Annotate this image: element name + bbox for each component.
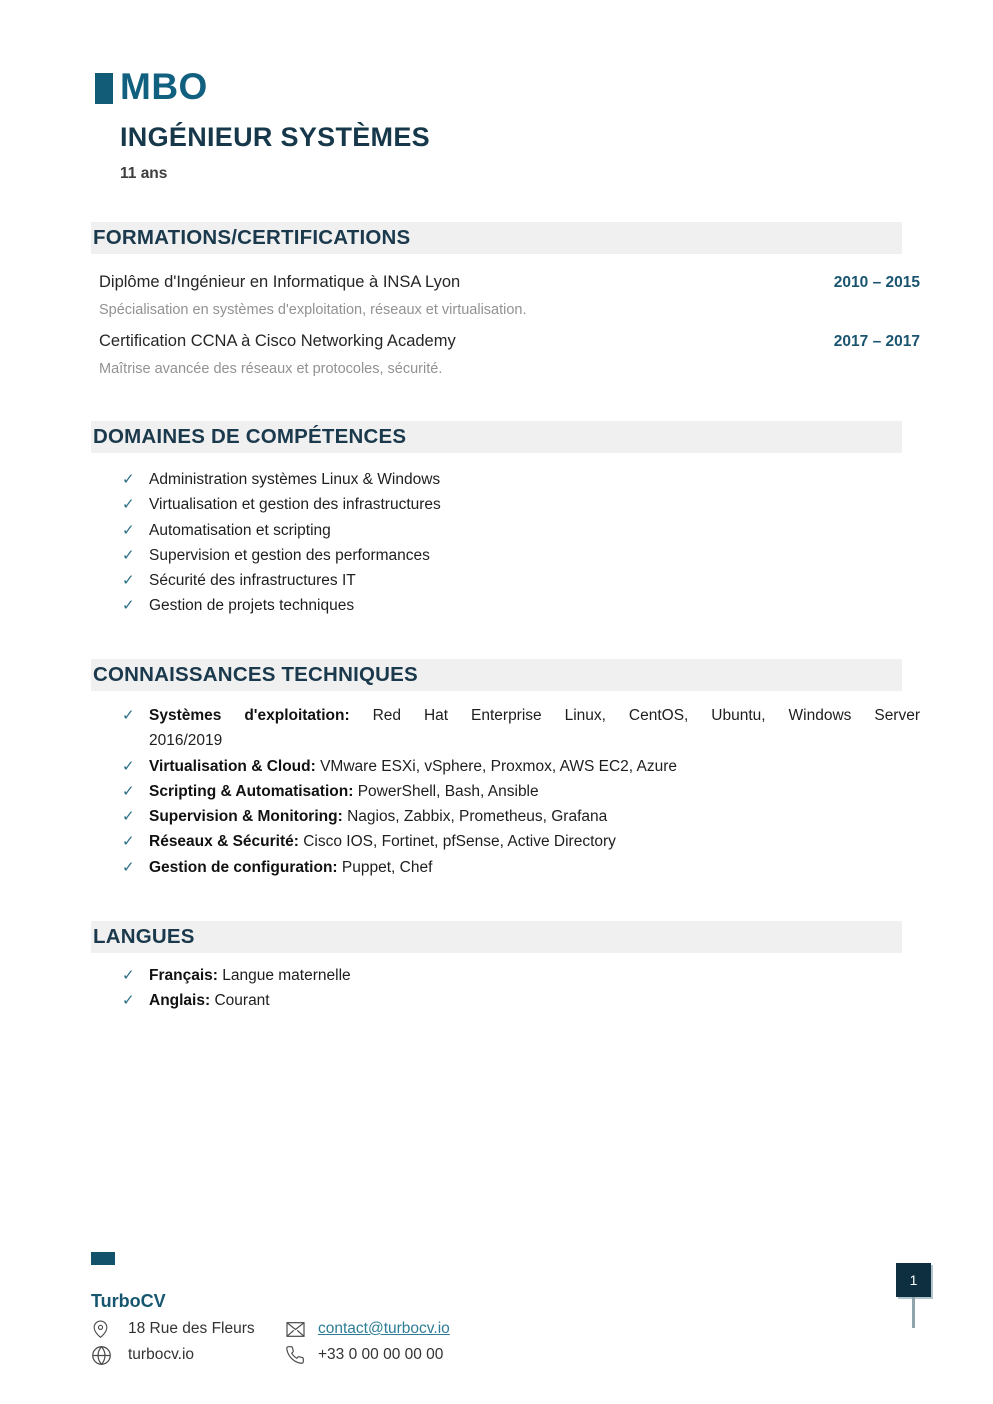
check-icon: ✓ [122,782,135,800]
item-label: Anglais: [149,992,211,1010]
page-number-line [912,1297,915,1328]
footer-accent-rect [91,1252,115,1265]
check-icon: ✓ [122,707,135,724]
item-value: Langue maternelle [222,967,351,984]
check-icon: ✓ [122,757,135,775]
check-icon: ✓ [122,471,135,488]
formation-entry [99,331,920,378]
check-icon: ✓ [122,572,135,590]
item-label: Français: [149,967,218,984]
item-label: Virtualisation & Cloud: [149,757,316,775]
list-item: ✓ Supervision et gestion des performances [122,543,912,568]
check-icon: ✓ [122,521,135,539]
item-value: PowerShell, Bash, Ansible [357,782,539,800]
domaines-list [122,467,912,619]
item-value: Courant [214,992,270,1010]
globe-icon [91,1345,128,1366]
formation-title: Diplôme d'Ingénieur en Informatique à INSA Lyon [99,273,461,291]
formation-period: 2010 – 2015 [833,274,920,291]
formation-description: Maîtrise avancée des réseaux et protocoles, sécurité. [99,361,443,377]
item-value: VMware ESXi, vSphere, Proxmox, AWS EC2, Azure [320,757,678,775]
list-item: ✓ Automatisation et scripting [122,518,912,543]
footer-contact [91,1316,450,1368]
list-item [122,855,920,880]
formation-description: Spécialisation en systèmes d'exploitation, réseaux et virtualisation. [99,302,527,318]
list-item [122,829,920,854]
list-item: ✓ Administration systèmes Linux & Windows [122,467,912,492]
email-icon [285,1321,318,1338]
phone-icon [285,1345,318,1365]
check-icon: ✓ [122,597,135,615]
experience-years: 11 ans [120,165,168,182]
list-item [122,804,920,829]
formation-period: 2017 – 2017 [833,333,920,350]
check-icon: ✓ [122,808,135,826]
list-item [122,988,912,1013]
brand-accent-bar [95,73,113,104]
address-text: 18 Rue des Fleurs [128,1320,255,1337]
section-header-domaines [91,421,902,453]
candidate-initials: MBO [120,66,208,107]
formation-entry [99,272,920,319]
list-item: ✓ Gestion de projets techniques [122,593,912,618]
role-title: INGÉNIEUR SYSTÈMES [120,122,430,152]
check-icon: ✓ [122,858,135,876]
item-value: Cisco IOS, Fortinet, pfSense, Active Directory [303,833,616,851]
check-icon: ✓ [122,992,135,1010]
list-item: ✓ Virtualisation et gestion des infrastructures [122,492,912,517]
item-value: Red Hat Enterprise Linux, CentOS, Ubuntu, Windows Server [372,707,921,724]
langues-list [122,963,912,1014]
list-item [122,963,912,988]
techniques-list [122,703,920,880]
item-label: Systèmes d'exploitation: [149,707,350,724]
formation-title: Certification CCNA à Cisco Networking Academy [99,332,456,350]
footer-brand: TurboCV [91,1291,166,1311]
phone-text: +33 0 00 00 00 00 [318,1346,444,1363]
check-icon: ✓ [122,967,135,984]
section-header-langues [91,921,902,953]
check-icon: ✓ [122,833,135,851]
section-header-techniques [91,659,902,691]
section-header-formations [91,222,902,254]
email-link[interactable]: contact@turbocv.io [318,1320,450,1337]
location-pin-icon [91,1318,128,1340]
item-label: Scripting & Automatisation: [149,782,354,800]
item-label: Réseaux & Sécurité: [149,833,299,851]
item-label: Gestion de configuration: [149,858,338,876]
list-item: ✓ Sécurité des infrastructures IT [122,568,912,593]
check-icon: ✓ [122,546,135,564]
item-value-line2: 2016/2019 [149,732,223,750]
section-title: FORMATIONS/CERTIFICATIONS [93,226,411,249]
list-item [122,754,920,779]
item-value: Puppet, Chef [341,858,433,876]
check-icon: ✓ [122,496,135,514]
list-item [122,703,920,754]
formations-entries [99,272,920,378]
section-title: CONNAISSANCES TECHNIQUES [93,663,418,686]
section-title: DOMAINES DE COMPÉTENCES [93,425,407,448]
list-item [122,779,920,804]
item-value: Nagios, Zabbix, Prometheus, Grafana [347,808,608,826]
website-text: turbocv.io [128,1346,195,1363]
item-label: Supervision & Monitoring: [149,808,343,826]
page-number-badge: 1 [896,1263,931,1297]
section-title: LANGUES [93,925,195,948]
